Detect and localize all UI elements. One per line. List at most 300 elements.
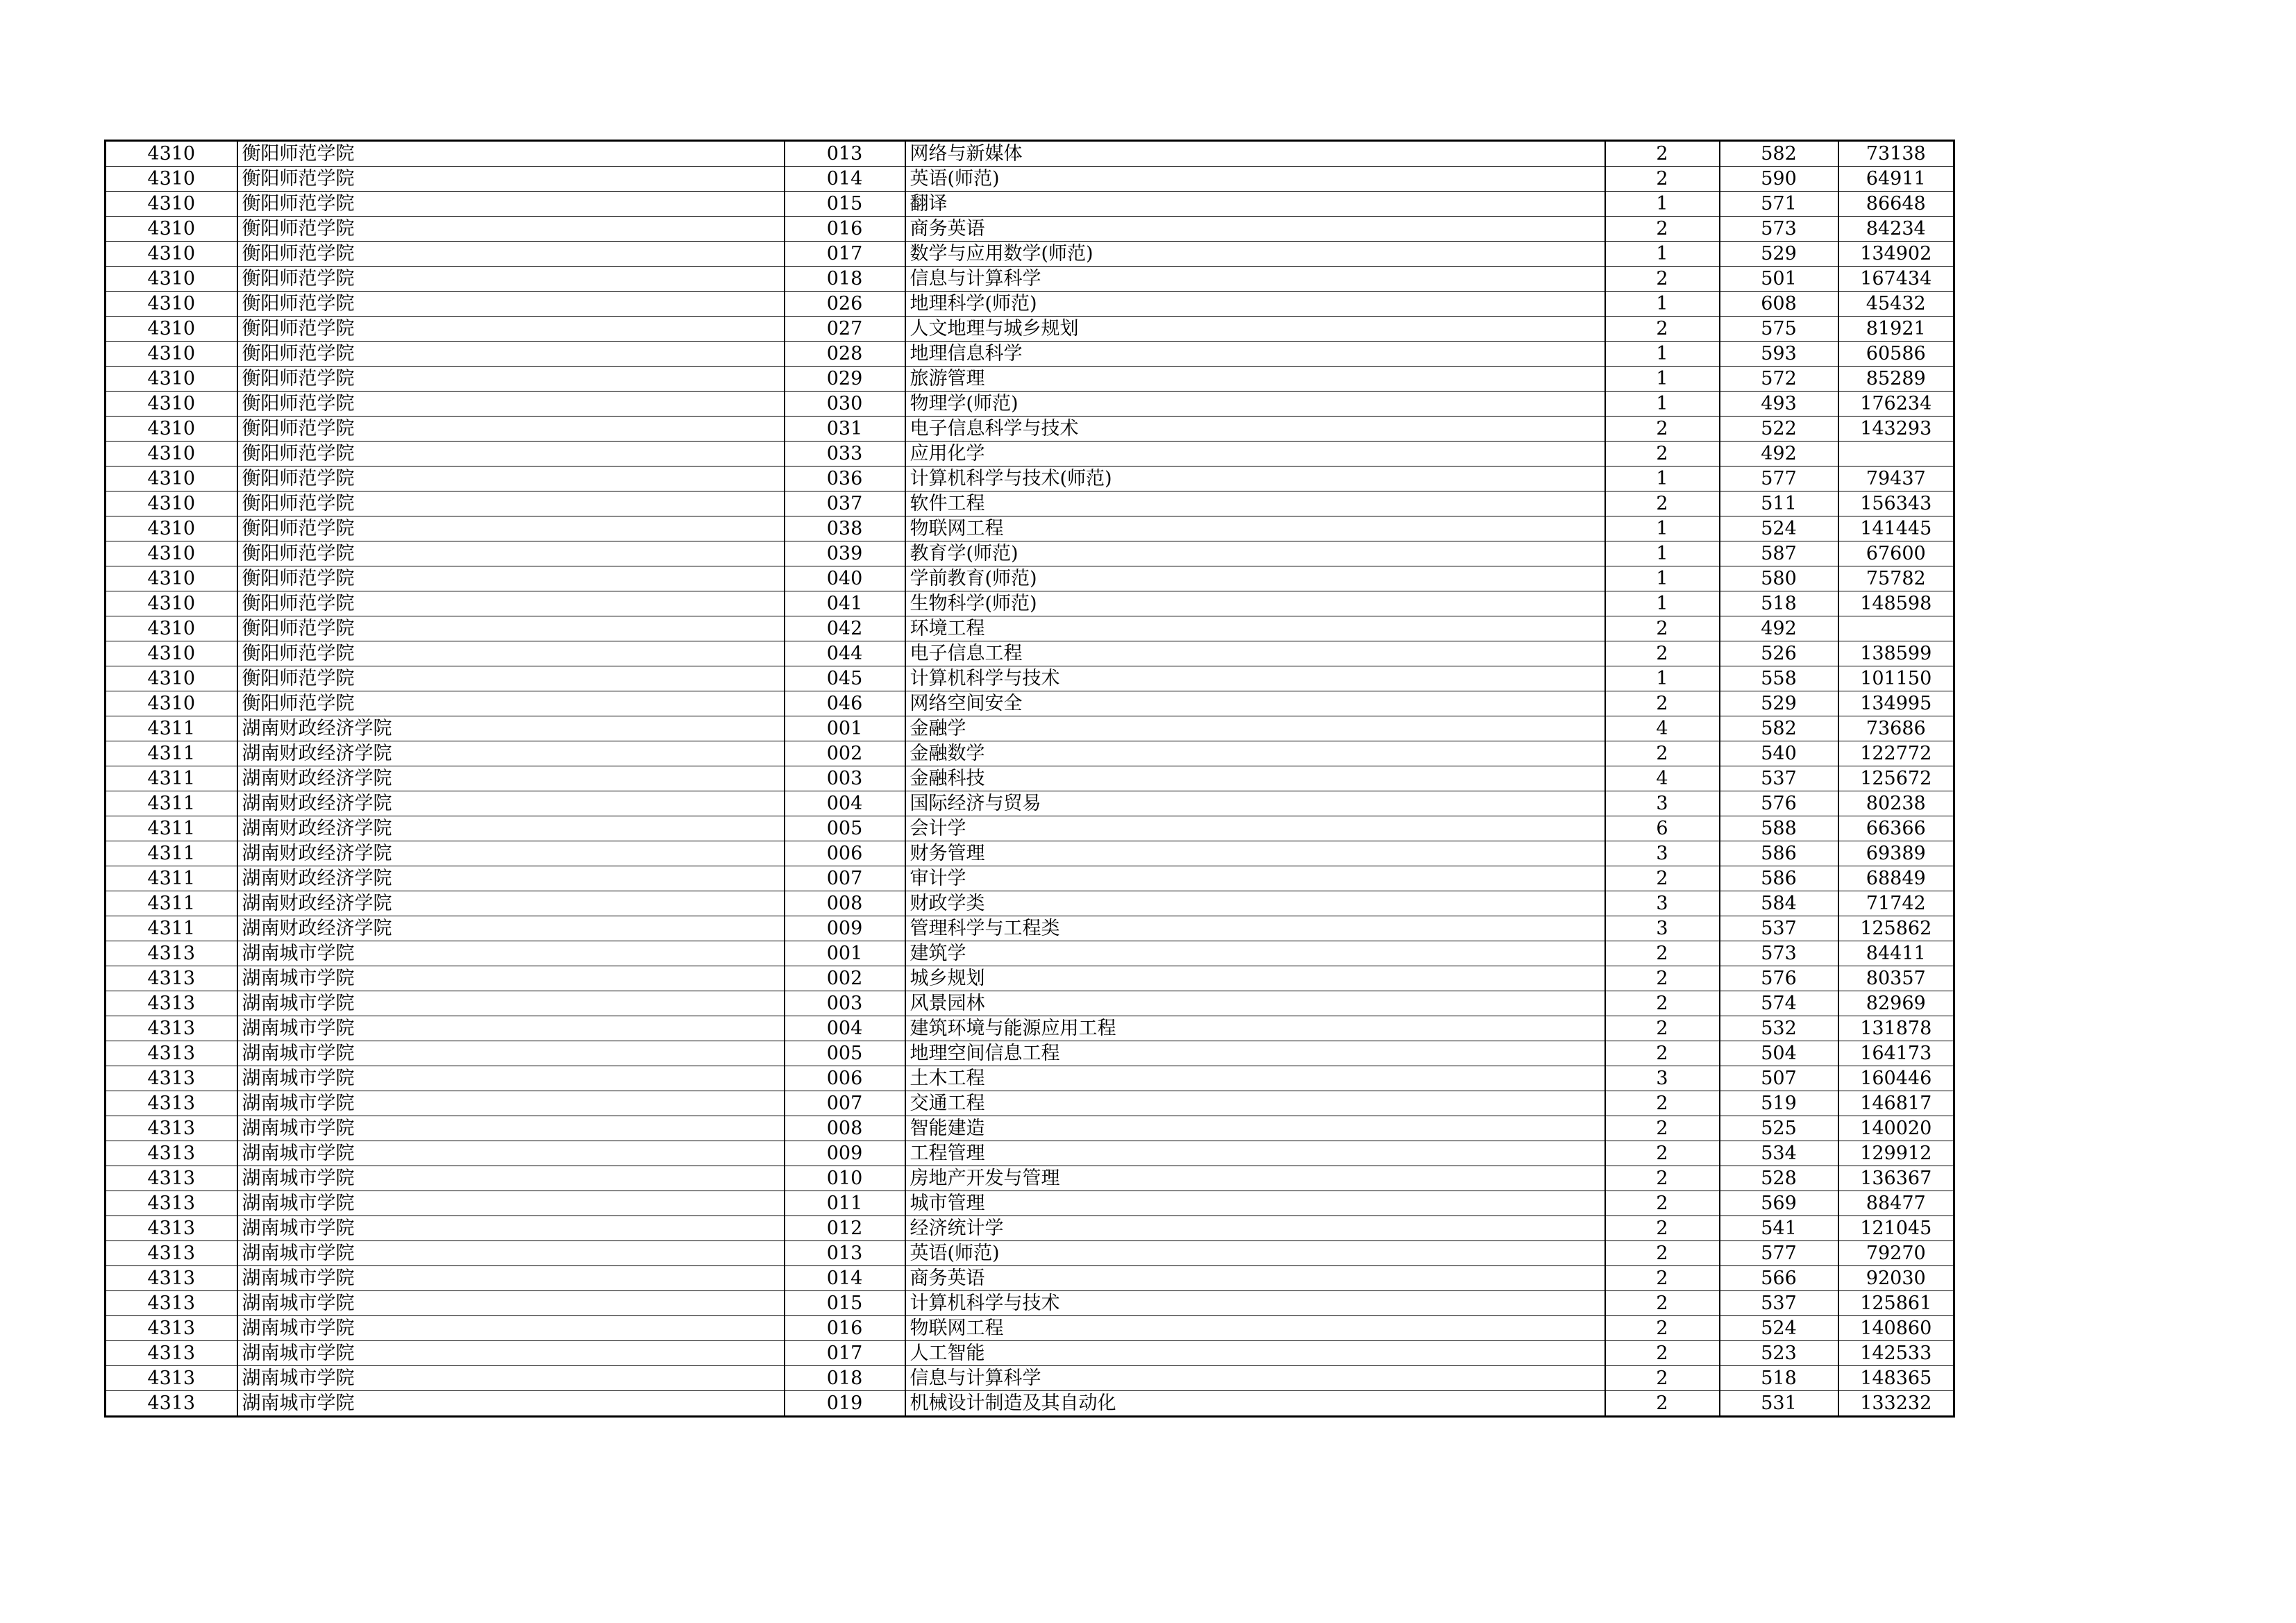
plan-count-cell: 2 xyxy=(1605,741,1720,766)
school-code-cell: 4310 xyxy=(106,167,237,192)
school-name-cell: 衡阳师范学院 xyxy=(237,242,785,267)
plan-count-cell: 2 xyxy=(1605,1391,1720,1417)
plan-count-cell: 2 xyxy=(1605,491,1720,516)
school-name-cell: 湖南城市学院 xyxy=(237,1091,785,1116)
major-name-cell: 管理科学与工程类 xyxy=(905,916,1605,941)
table-row xyxy=(106,641,1954,666)
min-rank-cell: 140860 xyxy=(1838,1316,1954,1341)
major-name-cell: 金融科技 xyxy=(905,766,1605,791)
min-score-cell: 541 xyxy=(1720,1216,1838,1241)
school-name-cell: 湖南财政经济学院 xyxy=(237,916,785,941)
major-name-cell: 人文地理与城乡规划 xyxy=(905,317,1605,342)
major-name-cell: 计算机科学与技术(师范) xyxy=(905,466,1605,491)
school-code-cell: 4311 xyxy=(106,816,237,841)
school-code-cell: 4311 xyxy=(106,766,237,791)
school-name-cell: 湖南城市学院 xyxy=(237,1116,785,1141)
major-name-cell: 地理空间信息工程 xyxy=(905,1041,1605,1066)
plan-count-cell: 3 xyxy=(1605,841,1720,866)
min-score-cell: 608 xyxy=(1720,292,1838,317)
table-row xyxy=(106,1191,1954,1216)
major-name-cell: 教育学(师范) xyxy=(905,541,1605,566)
major-name-cell: 翻译 xyxy=(905,192,1605,217)
plan-count-cell: 1 xyxy=(1605,541,1720,566)
plan-count-cell: 3 xyxy=(1605,916,1720,941)
min-score-cell: 524 xyxy=(1720,516,1838,541)
school-code-cell: 4310 xyxy=(106,616,237,641)
major-code-cell: 016 xyxy=(785,1316,905,1341)
min-score-cell: 537 xyxy=(1720,1291,1838,1316)
table-row xyxy=(106,791,1954,816)
min-score-cell: 569 xyxy=(1720,1191,1838,1216)
school-name-cell: 衡阳师范学院 xyxy=(237,167,785,192)
plan-count-cell: 2 xyxy=(1605,616,1720,641)
school-name-cell: 衡阳师范学院 xyxy=(237,491,785,516)
major-code-cell: 015 xyxy=(785,192,905,217)
major-code-cell: 040 xyxy=(785,566,905,591)
major-code-cell: 005 xyxy=(785,1041,905,1066)
table-row xyxy=(106,1066,1954,1091)
school-code-cell: 4310 xyxy=(106,192,237,217)
min-score-cell: 593 xyxy=(1720,342,1838,367)
min-score-cell: 571 xyxy=(1720,192,1838,217)
school-code-cell: 4310 xyxy=(106,491,237,516)
min-rank-cell: 84411 xyxy=(1838,941,1954,966)
table-row xyxy=(106,766,1954,791)
plan-count-cell: 3 xyxy=(1605,891,1720,916)
plan-count-cell: 2 xyxy=(1605,641,1720,666)
major-name-cell: 国际经济与贸易 xyxy=(905,791,1605,816)
table-row xyxy=(106,541,1954,566)
plan-count-cell: 2 xyxy=(1605,991,1720,1016)
min-score-cell: 492 xyxy=(1720,616,1838,641)
plan-count-cell: 2 xyxy=(1605,1141,1720,1166)
major-code-cell: 007 xyxy=(785,866,905,891)
plan-count-cell: 2 xyxy=(1605,1266,1720,1291)
major-name-cell: 建筑环境与能源应用工程 xyxy=(905,1016,1605,1041)
school-name-cell: 衡阳师范学院 xyxy=(237,566,785,591)
school-name-cell: 衡阳师范学院 xyxy=(237,641,785,666)
table-row xyxy=(106,991,1954,1016)
school-name-cell: 衡阳师范学院 xyxy=(237,292,785,317)
major-name-cell: 英语(师范) xyxy=(905,1241,1605,1266)
plan-count-cell: 3 xyxy=(1605,791,1720,816)
min-score-cell: 524 xyxy=(1720,1316,1838,1341)
major-name-cell: 商务英语 xyxy=(905,217,1605,242)
major-name-cell: 计算机科学与技术 xyxy=(905,1291,1605,1316)
school-code-cell: 4310 xyxy=(106,417,237,442)
school-name-cell: 湖南城市学院 xyxy=(237,1241,785,1266)
min-rank-cell: 75782 xyxy=(1838,566,1954,591)
table-row xyxy=(106,1016,1954,1041)
min-rank-cell: 88477 xyxy=(1838,1191,1954,1216)
school-name-cell: 湖南城市学院 xyxy=(237,1266,785,1291)
school-code-cell: 4313 xyxy=(106,941,237,966)
major-code-cell: 017 xyxy=(785,242,905,267)
min-score-cell: 534 xyxy=(1720,1141,1838,1166)
school-name-cell: 湖南城市学院 xyxy=(237,1216,785,1241)
school-code-cell: 4313 xyxy=(106,1266,237,1291)
plan-count-cell: 2 xyxy=(1605,1241,1720,1266)
min-score-cell: 504 xyxy=(1720,1041,1838,1066)
min-score-cell: 577 xyxy=(1720,466,1838,491)
table-row xyxy=(106,1166,1954,1191)
min-rank-cell: 80357 xyxy=(1838,966,1954,991)
major-code-cell: 046 xyxy=(785,691,905,716)
school-code-cell: 4310 xyxy=(106,242,237,267)
table-row xyxy=(106,1266,1954,1291)
table-row xyxy=(106,192,1954,217)
table-row xyxy=(106,866,1954,891)
school-name-cell: 湖南城市学院 xyxy=(237,1191,785,1216)
min-rank-cell: 80238 xyxy=(1838,791,1954,816)
major-name-cell: 经济统计学 xyxy=(905,1216,1605,1241)
min-score-cell: 511 xyxy=(1720,491,1838,516)
table-row xyxy=(106,516,1954,541)
min-score-cell: 529 xyxy=(1720,691,1838,716)
min-rank-cell: 164173 xyxy=(1838,1041,1954,1066)
school-name-cell: 衡阳师范学院 xyxy=(237,317,785,342)
min-rank-cell: 125862 xyxy=(1838,916,1954,941)
plan-count-cell: 1 xyxy=(1605,342,1720,367)
table-row xyxy=(106,691,1954,716)
min-score-cell: 582 xyxy=(1720,716,1838,741)
major-name-cell: 机械设计制造及其自动化 xyxy=(905,1391,1605,1417)
school-code-cell: 4313 xyxy=(106,1216,237,1241)
school-name-cell: 衡阳师范学院 xyxy=(237,192,785,217)
table-row xyxy=(106,891,1954,916)
major-name-cell: 智能建造 xyxy=(905,1116,1605,1141)
school-code-cell: 4310 xyxy=(106,591,237,616)
major-name-cell: 人工智能 xyxy=(905,1341,1605,1366)
school-code-cell: 4310 xyxy=(106,641,237,666)
major-code-cell: 031 xyxy=(785,417,905,442)
school-code-cell: 4313 xyxy=(106,1141,237,1166)
major-code-cell: 014 xyxy=(785,167,905,192)
school-name-cell: 湖南城市学院 xyxy=(237,941,785,966)
min-rank-cell xyxy=(1838,616,1954,641)
table-row xyxy=(106,916,1954,941)
table-row xyxy=(106,741,1954,766)
major-code-cell: 039 xyxy=(785,541,905,566)
table-row xyxy=(106,292,1954,317)
school-code-cell: 4311 xyxy=(106,866,237,891)
school-name-cell: 湖南城市学院 xyxy=(237,1066,785,1091)
min-score-cell: 572 xyxy=(1720,367,1838,392)
school-code-cell: 4313 xyxy=(106,1391,237,1417)
table-row xyxy=(106,392,1954,417)
school-name-cell: 衡阳师范学院 xyxy=(237,442,785,466)
min-rank-cell: 101150 xyxy=(1838,666,1954,691)
min-rank-cell: 146817 xyxy=(1838,1091,1954,1116)
min-rank-cell: 142533 xyxy=(1838,1341,1954,1366)
major-name-cell: 财务管理 xyxy=(905,841,1605,866)
table-row xyxy=(106,1366,1954,1391)
major-name-cell: 财政学类 xyxy=(905,891,1605,916)
plan-count-cell: 2 xyxy=(1605,1091,1720,1116)
min-rank-cell: 140020 xyxy=(1838,1116,1954,1141)
major-name-cell: 房地产开发与管理 xyxy=(905,1166,1605,1191)
school-code-cell: 4311 xyxy=(106,791,237,816)
table-row xyxy=(106,841,1954,866)
table-row xyxy=(106,466,1954,491)
plan-count-cell: 1 xyxy=(1605,292,1720,317)
min-score-cell: 580 xyxy=(1720,566,1838,591)
major-name-cell: 网络与新媒体 xyxy=(905,141,1605,167)
table-row xyxy=(106,342,1954,367)
min-rank-cell: 82969 xyxy=(1838,991,1954,1016)
table-row xyxy=(106,1341,1954,1366)
table-row xyxy=(106,242,1954,267)
table-row xyxy=(106,1216,1954,1241)
min-score-cell: 522 xyxy=(1720,417,1838,442)
school-code-cell: 4313 xyxy=(106,1016,237,1041)
school-name-cell: 湖南城市学院 xyxy=(237,966,785,991)
major-name-cell: 物联网工程 xyxy=(905,1316,1605,1341)
min-score-cell: 582 xyxy=(1720,141,1838,167)
school-name-cell: 湖南财政经济学院 xyxy=(237,891,785,916)
min-rank-cell: 129912 xyxy=(1838,1141,1954,1166)
min-rank-cell: 176234 xyxy=(1838,392,1954,417)
major-code-cell: 042 xyxy=(785,616,905,641)
school-code-cell: 4310 xyxy=(106,541,237,566)
major-code-cell: 010 xyxy=(785,1166,905,1191)
table-row xyxy=(106,966,1954,991)
min-score-cell: 540 xyxy=(1720,741,1838,766)
table-row xyxy=(106,317,1954,342)
school-code-cell: 4313 xyxy=(106,1366,237,1391)
major-name-cell: 应用化学 xyxy=(905,442,1605,466)
major-code-cell: 013 xyxy=(785,1241,905,1266)
plan-count-cell: 2 xyxy=(1605,1216,1720,1241)
plan-count-cell: 3 xyxy=(1605,1066,1720,1091)
min-score-cell: 558 xyxy=(1720,666,1838,691)
major-name-cell: 商务英语 xyxy=(905,1266,1605,1291)
min-rank-cell: 133232 xyxy=(1838,1391,1954,1417)
major-name-cell: 地理信息科学 xyxy=(905,342,1605,367)
school-code-cell: 4310 xyxy=(106,691,237,716)
min-rank-cell: 45432 xyxy=(1838,292,1954,317)
plan-count-cell: 2 xyxy=(1605,966,1720,991)
school-name-cell: 湖南城市学院 xyxy=(237,1166,785,1191)
school-name-cell: 衡阳师范学院 xyxy=(237,217,785,242)
table-body xyxy=(106,141,1954,1417)
plan-count-cell: 1 xyxy=(1605,466,1720,491)
min-rank-cell: 81921 xyxy=(1838,317,1954,342)
plan-count-cell: 2 xyxy=(1605,1316,1720,1341)
min-rank-cell: 134902 xyxy=(1838,242,1954,267)
school-name-cell: 湖南城市学院 xyxy=(237,1341,785,1366)
major-code-cell: 019 xyxy=(785,1391,905,1417)
school-name-cell: 衡阳师范学院 xyxy=(237,666,785,691)
major-code-cell: 003 xyxy=(785,991,905,1016)
school-code-cell: 4310 xyxy=(106,466,237,491)
table-row xyxy=(106,1291,1954,1316)
school-code-cell: 4310 xyxy=(106,342,237,367)
major-code-cell: 044 xyxy=(785,641,905,666)
min-rank-cell: 86648 xyxy=(1838,192,1954,217)
table-row xyxy=(106,666,1954,691)
min-rank-cell: 85289 xyxy=(1838,367,1954,392)
school-code-cell: 4310 xyxy=(106,566,237,591)
school-code-cell: 4310 xyxy=(106,666,237,691)
table-row xyxy=(106,591,1954,616)
school-name-cell: 湖南城市学院 xyxy=(237,1041,785,1066)
major-code-cell: 033 xyxy=(785,442,905,466)
major-code-cell: 018 xyxy=(785,267,905,292)
table-row xyxy=(106,417,1954,442)
major-code-cell: 001 xyxy=(785,716,905,741)
plan-count-cell: 2 xyxy=(1605,1116,1720,1141)
major-name-cell: 信息与计算科学 xyxy=(905,1366,1605,1391)
school-name-cell: 衡阳师范学院 xyxy=(237,417,785,442)
major-name-cell: 风景园林 xyxy=(905,991,1605,1016)
school-code-cell: 4310 xyxy=(106,217,237,242)
min-score-cell: 577 xyxy=(1720,1241,1838,1266)
major-name-cell: 物理学(师范) xyxy=(905,392,1605,417)
major-name-cell: 电子信息科学与技术 xyxy=(905,417,1605,442)
school-code-cell: 4313 xyxy=(106,1316,237,1341)
major-name-cell: 城乡规划 xyxy=(905,966,1605,991)
table-row xyxy=(106,217,1954,242)
school-code-cell: 4313 xyxy=(106,1041,237,1066)
school-name-cell: 衡阳师范学院 xyxy=(237,541,785,566)
min-score-cell: 576 xyxy=(1720,791,1838,816)
major-code-cell: 004 xyxy=(785,791,905,816)
min-rank-cell: 79437 xyxy=(1838,466,1954,491)
school-code-cell: 4311 xyxy=(106,741,237,766)
min-score-cell: 587 xyxy=(1720,541,1838,566)
plan-count-cell: 1 xyxy=(1605,566,1720,591)
school-code-cell: 4310 xyxy=(106,141,237,167)
major-name-cell: 旅游管理 xyxy=(905,367,1605,392)
min-score-cell: 573 xyxy=(1720,217,1838,242)
plan-count-cell: 2 xyxy=(1605,1291,1720,1316)
school-name-cell: 衡阳师范学院 xyxy=(237,392,785,417)
major-name-cell: 学前教育(师范) xyxy=(905,566,1605,591)
table-row xyxy=(106,1091,1954,1116)
min-rank-cell: 160446 xyxy=(1838,1066,1954,1091)
plan-count-cell: 1 xyxy=(1605,367,1720,392)
min-rank-cell: 131878 xyxy=(1838,1016,1954,1041)
school-code-cell: 4313 xyxy=(106,1241,237,1266)
school-name-cell: 衡阳师范学院 xyxy=(237,591,785,616)
min-score-cell: 531 xyxy=(1720,1391,1838,1417)
min-rank-cell: 122772 xyxy=(1838,741,1954,766)
major-code-cell: 012 xyxy=(785,1216,905,1241)
plan-count-cell: 2 xyxy=(1605,1341,1720,1366)
major-name-cell: 软件工程 xyxy=(905,491,1605,516)
min-score-cell: 518 xyxy=(1720,591,1838,616)
school-name-cell: 湖南财政经济学院 xyxy=(237,841,785,866)
major-code-cell: 045 xyxy=(785,666,905,691)
plan-count-cell: 2 xyxy=(1605,217,1720,242)
major-name-cell: 英语(师范) xyxy=(905,167,1605,192)
min-score-cell: 519 xyxy=(1720,1091,1838,1116)
plan-count-cell: 2 xyxy=(1605,417,1720,442)
min-rank-cell: 69389 xyxy=(1838,841,1954,866)
major-name-cell: 审计学 xyxy=(905,866,1605,891)
min-rank-cell: 141445 xyxy=(1838,516,1954,541)
major-code-cell: 016 xyxy=(785,217,905,242)
major-code-cell: 008 xyxy=(785,1116,905,1141)
school-name-cell: 湖南城市学院 xyxy=(237,1316,785,1341)
major-code-cell: 027 xyxy=(785,317,905,342)
min-score-cell: 518 xyxy=(1720,1366,1838,1391)
plan-count-cell: 2 xyxy=(1605,1191,1720,1216)
school-code-cell: 4313 xyxy=(106,1341,237,1366)
school-name-cell: 湖南城市学院 xyxy=(237,1016,785,1041)
major-name-cell: 电子信息工程 xyxy=(905,641,1605,666)
plan-count-cell: 1 xyxy=(1605,666,1720,691)
min-rank-cell: 138599 xyxy=(1838,641,1954,666)
min-score-cell: 523 xyxy=(1720,1341,1838,1366)
school-code-cell: 4310 xyxy=(106,442,237,466)
table-row xyxy=(106,716,1954,741)
min-rank-cell: 143293 xyxy=(1838,417,1954,442)
major-name-cell: 金融学 xyxy=(905,716,1605,741)
plan-count-cell: 2 xyxy=(1605,1366,1720,1391)
major-code-cell: 026 xyxy=(785,292,905,317)
table-row xyxy=(106,616,1954,641)
major-code-cell: 007 xyxy=(785,1091,905,1116)
major-name-cell: 城市管理 xyxy=(905,1191,1605,1216)
major-code-cell: 038 xyxy=(785,516,905,541)
school-code-cell: 4313 xyxy=(106,1191,237,1216)
min-rank-cell: 148598 xyxy=(1838,591,1954,616)
school-code-cell: 4313 xyxy=(106,1116,237,1141)
plan-count-cell: 2 xyxy=(1605,1016,1720,1041)
plan-count-cell: 4 xyxy=(1605,766,1720,791)
major-code-cell: 015 xyxy=(785,1291,905,1316)
major-code-cell: 013 xyxy=(785,141,905,167)
table-row xyxy=(106,1041,1954,1066)
min-score-cell: 573 xyxy=(1720,941,1838,966)
plan-count-cell: 2 xyxy=(1605,267,1720,292)
school-name-cell: 衡阳师范学院 xyxy=(237,267,785,292)
school-code-cell: 4313 xyxy=(106,1291,237,1316)
major-code-cell: 017 xyxy=(785,1341,905,1366)
major-name-cell: 物联网工程 xyxy=(905,516,1605,541)
major-code-cell: 004 xyxy=(785,1016,905,1041)
min-rank-cell: 67600 xyxy=(1838,541,1954,566)
school-name-cell: 衡阳师范学院 xyxy=(237,141,785,167)
min-rank-cell: 73138 xyxy=(1838,141,1954,167)
school-name-cell: 湖南财政经济学院 xyxy=(237,716,785,741)
school-code-cell: 4311 xyxy=(106,841,237,866)
table-row xyxy=(106,367,1954,392)
min-rank-cell: 167434 xyxy=(1838,267,1954,292)
major-code-cell: 002 xyxy=(785,966,905,991)
school-code-cell: 4313 xyxy=(106,966,237,991)
plan-count-cell: 4 xyxy=(1605,716,1720,741)
min-score-cell: 528 xyxy=(1720,1166,1838,1191)
plan-count-cell: 1 xyxy=(1605,242,1720,267)
school-name-cell: 衡阳师范学院 xyxy=(237,466,785,491)
min-score-cell: 526 xyxy=(1720,641,1838,666)
school-code-cell: 4310 xyxy=(106,292,237,317)
major-code-cell: 018 xyxy=(785,1366,905,1391)
table-row xyxy=(106,941,1954,966)
min-rank-cell: 73686 xyxy=(1838,716,1954,741)
major-code-cell: 014 xyxy=(785,1266,905,1291)
table-row xyxy=(106,1316,1954,1341)
major-code-cell: 030 xyxy=(785,392,905,417)
major-code-cell: 029 xyxy=(785,367,905,392)
school-code-cell: 4311 xyxy=(106,891,237,916)
min-rank-cell: 79270 xyxy=(1838,1241,1954,1266)
major-name-cell: 网络空间安全 xyxy=(905,691,1605,716)
major-code-cell: 009 xyxy=(785,1141,905,1166)
